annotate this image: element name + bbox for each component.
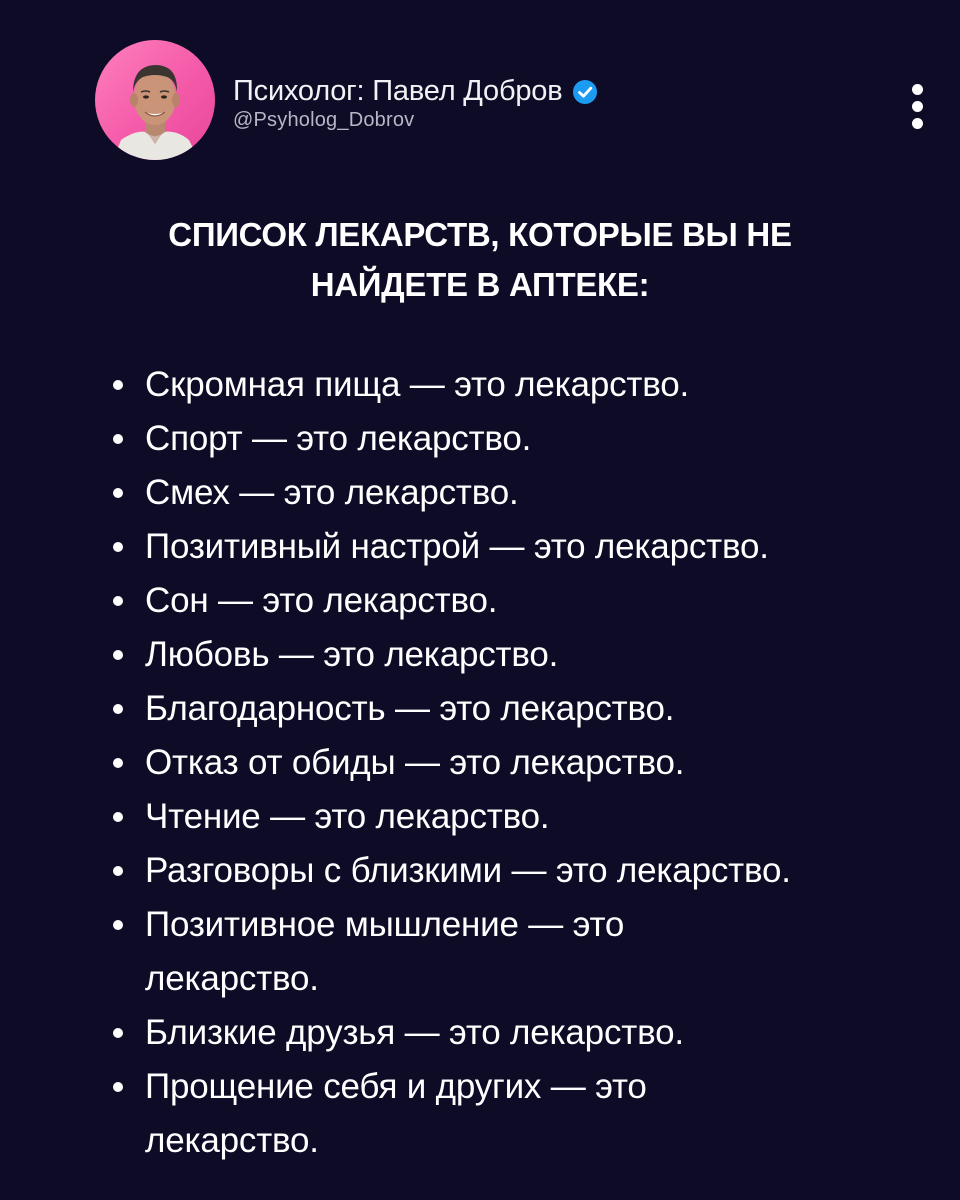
list-item: Прощение себя и других — это лекарство. <box>113 1060 725 1168</box>
list-item: Скромная пища — это лекарство. <box>113 358 913 412</box>
list-item: Позитивное мышление — это лекарство. <box>113 898 705 1006</box>
post-header <box>95 40 925 160</box>
vertical-ellipsis-icon <box>912 84 923 95</box>
list-item: Близкие друзья — это лекарство. <box>113 1006 913 1060</box>
list-item: Чтение — это лекарство. <box>113 790 913 844</box>
list-item: Благодарность — это лекарство. <box>113 682 913 736</box>
list-item: Сон — это лекарство. <box>113 574 913 628</box>
author-photo-icon <box>95 40 215 160</box>
list-item: Смех — это лекарство. <box>113 466 913 520</box>
author-handle[interactable]: @Psyholog_Dobrov <box>233 109 415 131</box>
title-line: СПИСОК ЛЕКАРСТВ, КОТОРЫЕ ВЫ НЕ <box>168 216 792 253</box>
list-item: Позитивный настрой — это лекарство. <box>113 520 913 574</box>
medicine-list <box>113 358 913 1168</box>
author-name[interactable]: Психолог: Павел Добров <box>233 75 563 107</box>
vertical-ellipsis-icon <box>912 101 923 112</box>
author-row <box>233 74 598 108</box>
list-item: Любовь — это лекарство. <box>113 628 913 682</box>
author-avatar[interactable] <box>95 40 215 160</box>
post-title <box>0 210 960 310</box>
verified-badge-icon <box>572 79 598 105</box>
title-line: НАЙДЕТЕ В АПТЕКЕ: <box>310 266 650 303</box>
vertical-ellipsis-icon <box>912 118 923 129</box>
author-block <box>233 74 598 132</box>
list-item: Разговоры с близкими — это лекарство. <box>113 844 913 898</box>
list-item: Отказ от обиды — это лекарство. <box>113 736 913 790</box>
more-options-button[interactable] <box>909 84 925 132</box>
list-item: Спорт — это лекарство. <box>113 412 913 466</box>
